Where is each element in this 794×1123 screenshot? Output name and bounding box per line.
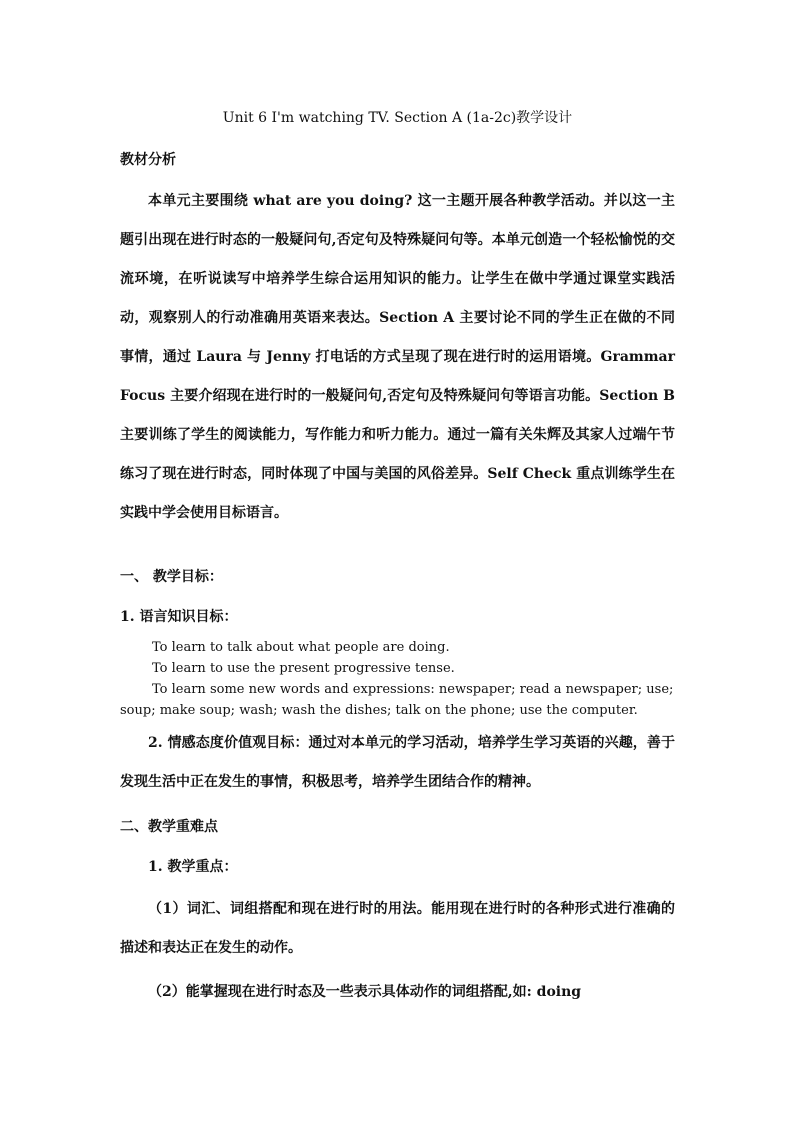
heading-key-points: 1. 教学重点： [148, 859, 238, 875]
heading-material-analysis: 教材分析 [120, 152, 176, 168]
material-analysis-paragraph: 本单元主要围绕 what are you doing? 这一主题开展各种教学活动。并以这一主题引出现在进行时态的一般疑问句,否定句及特殊疑问句等。本单元创造一个轻松愉悦的交流环境，在听说读写中培养学生综合运用知识的能力。让学生在做中学通过课堂实践活动，观察别人的行动准确用英语来表达。Section A 主要讨论不同的学生正在做的不同事情，通过 Laura 与 Jenny 打电话的方式呈现了现在进行时的运用语境。Grammar Focus 主要介绍现在进行时的一般疑问句,否定句及特殊疑问句等语言功能。Section B 主要训练了学生的阅读能力，写作能力和听力能力。通过一篇有关朱辉及其家人过端午节练习了现在进行时态，同时体现了中国与美国的风俗差异。Self Check 重点训练学生在实践中学会使用目标语言。 [120, 193, 675, 521]
language-goals-list [120, 637, 675, 721]
emotion-goals-paragraph: 2. 情感态度价值观目标：通过对本单元的学习活动，培养学生学习英语的兴趣，善于发现生活中正在发生的事情，积极思考，培养学生团结合作的精神。 [120, 735, 675, 790]
heading-key-difficult-points: 二、教学重难点 [120, 819, 218, 835]
key-point-2-paragraph: （2）能掌握现在进行时态及一些表示具体动作的词组搭配,如: doing [148, 984, 582, 1000]
goal-line: To learn to talk about what people are doing. [152, 640, 450, 655]
goal-line: soup; make soup; wash; wash the dishes; talk on the phone; use the computer. [120, 703, 638, 718]
language-goals-label: 1. 语言知识目标： [120, 609, 238, 625]
goal-line: To learn some new words and expressions: newspaper; read a newspaper; use; [152, 682, 674, 697]
heading-language-goals [120, 607, 238, 627]
document-title: Unit 6 I'm watching TV. Section A (1a-2c)教学设计 [222, 110, 573, 126]
key-point-1-paragraph: （1）词汇、词组搭配和现在进行时的用法。能用现在进行时的各种形式进行准确的描述和表达正在发生的动作。 [120, 901, 675, 956]
heading-teaching-goals: 一、 教学目标： [120, 569, 223, 585]
goal-line: To learn to use the present progressive tense. [152, 661, 455, 676]
